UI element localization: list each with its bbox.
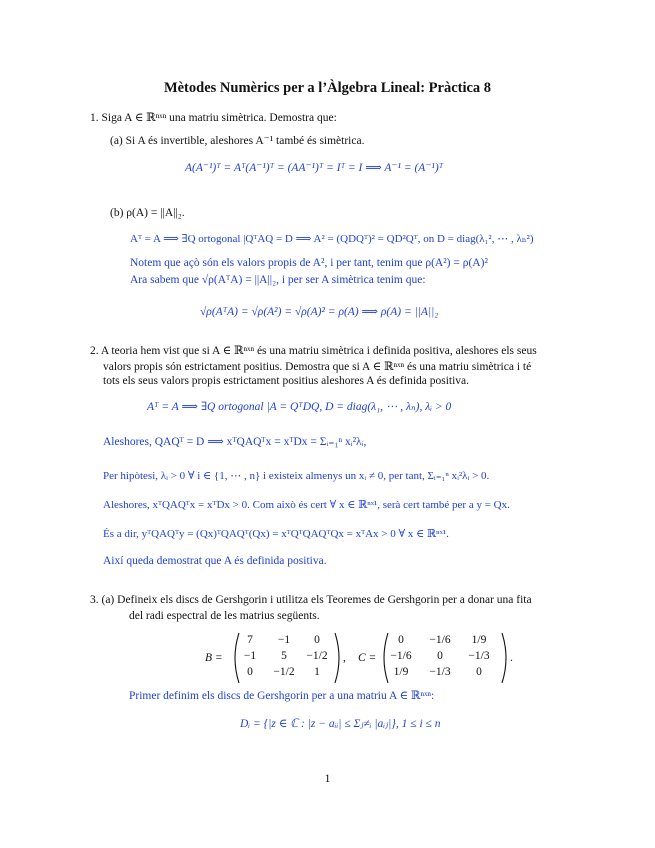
- matB-cell: 0: [247, 666, 253, 678]
- matB-cell: −1/2: [273, 666, 295, 678]
- problem-2-line-4: És a dir, yᵀQAQᵀy = (Qx)ᵀQAQᵀ(Qx) = xᵀQᵀQAQᵀQx = xᵀAx > 0 ∀ x ∈ ℝⁿˣ¹.: [103, 528, 449, 540]
- problem-2-line-1: Aleshores, QAQᵀ = D ⟹ xᵀQAQᵀx = xᵀDx = Σᵢ₌₁ⁿ xᵢ²λᵢ,: [103, 436, 367, 448]
- problem-2-line-2: Per hipòtesi, λᵢ > 0 ∀ i ∈ {1, ⋯ , n} i existeix almenys un xᵢ ≠ 0, per tant, Σᵢ₌₁ⁿ xᵢ²λᵢ > 0.: [103, 470, 490, 482]
- matrix-b-label: B =: [205, 652, 223, 664]
- matrix-end-period: .: [510, 652, 513, 664]
- problem-2-statement-line-1: 2. A teoria hem vist que si A ∈ ℝⁿˣⁿ és una matriu simètrica i definida positiva, aleshores els seus: [90, 345, 537, 357]
- problem-3a-statement-line-1: 3. (a) Defineix els discs de Gershgorin i utilitza els Teoremes de Gershgorin per a donar una fita: [90, 594, 532, 606]
- matB-cell: 0: [314, 634, 320, 646]
- problem-1a-equation: A(A⁻¹)ᵀ = Aᵀ(A⁻¹)ᵀ = (AA⁻¹)ᵀ = Iᵀ = I ⟹ A⁻¹ = (A⁻¹)ᵀ: [185, 162, 444, 174]
- matC-cell: −1/3: [429, 666, 451, 678]
- page-title: Mètodes Numèrics per a l’Àlgebra Lineal: Pràctica 8: [163, 80, 492, 96]
- gershgorin-disc-definition: Dᵢ = {|z ∈ ℂ : |z − aᵢᵢ| ≤ Σⱼ≠ᵢ |aᵢⱼ|}, 1 ≤ i ≤ n: [240, 718, 441, 730]
- problem-2-line-3: Aleshores, xᵀQAQᵀx = xᵀDx > 0. Com això és cert ∀ x ∈ ℝⁿˣ¹, serà cert també per a y = Qx.: [103, 499, 510, 511]
- problem-2-statement-line-3: tots els seus valors propis estrictament positius aleshores A és definida positiva.: [103, 375, 470, 387]
- matB-cell: −1: [277, 634, 291, 646]
- problem-1b-text-1: Notem que açò són els valors propis de A², i per tant, tenim que ρ(A²) = ρ(A)²: [130, 257, 488, 269]
- problem-1-statement: 1. Siga A ∈ ℝⁿˣⁿ una matriu simètrica. Demostra que:: [90, 112, 337, 124]
- matB-cell: −1: [243, 650, 257, 662]
- matB-cell: 1: [314, 666, 320, 678]
- problem-2-statement-line-2: valors propis són estrictament positius. Demostra que si A ∈ ℝⁿˣⁿ és una matriu simètrica i té: [103, 361, 532, 373]
- page-number: 1: [324, 771, 331, 785]
- matC-cell: 0: [398, 634, 404, 646]
- problem-3a-statement-line-2: del radi espectral de les matrius següents.: [129, 610, 320, 622]
- problem-2-conclusion: Així queda demostrat que A és definida positiva.: [103, 555, 327, 567]
- matrix-separator-comma: ,: [343, 652, 346, 664]
- problem-1b-text-2: Ara sabem que √ρ(AᵀA) = ||A||₂, i per ser A simètrica tenim que:: [130, 274, 426, 286]
- matrix-c-label: C =: [358, 652, 377, 664]
- matC-cell: 0: [476, 666, 482, 678]
- problem-2-equation-1: Aᵀ = A ⟹ ∃Q ortogonal |A = QᵀDQ, D = diag(λ₁, ⋯ , λₙ), λᵢ > 0: [147, 401, 452, 413]
- problem-1a-statement: (a) Si A és invertible, aleshores A⁻¹ també és simètrica.: [110, 135, 365, 147]
- problem-3a-text-1: Primer definim els discs de Gershgorin per a una matriu A ∈ ℝⁿˣⁿ:: [129, 690, 435, 702]
- problem-1b-equation-1: Aᵀ = A ⟹ ∃Q ortogonal |QᵀAQ = D ⟹ A² = (QDQᵀ)² = QD²Qᵀ, on D = diag(λ₁², ⋯ , λₙ²): [130, 233, 534, 245]
- matC-cell: −1/6: [390, 650, 412, 662]
- matC-cell: 1/9: [393, 666, 409, 678]
- matC-cell: 1/9: [471, 634, 487, 646]
- matB-cell: −1/2: [306, 650, 328, 662]
- matC-cell: 0: [437, 650, 443, 662]
- matC-cell: −1/3: [468, 650, 490, 662]
- problem-1b-statement: (b) ρ(A) = ||A||₂.: [110, 207, 185, 219]
- matB-cell: 5: [281, 650, 287, 662]
- problem-1b-equation-2: √ρ(AᵀA) = √ρ(A²) = √ρ(A)² = ρ(A) ⟹ ρ(A) = ||A||₂: [200, 306, 439, 318]
- matC-cell: −1/6: [429, 634, 451, 646]
- matB-cell: 7: [247, 634, 253, 646]
